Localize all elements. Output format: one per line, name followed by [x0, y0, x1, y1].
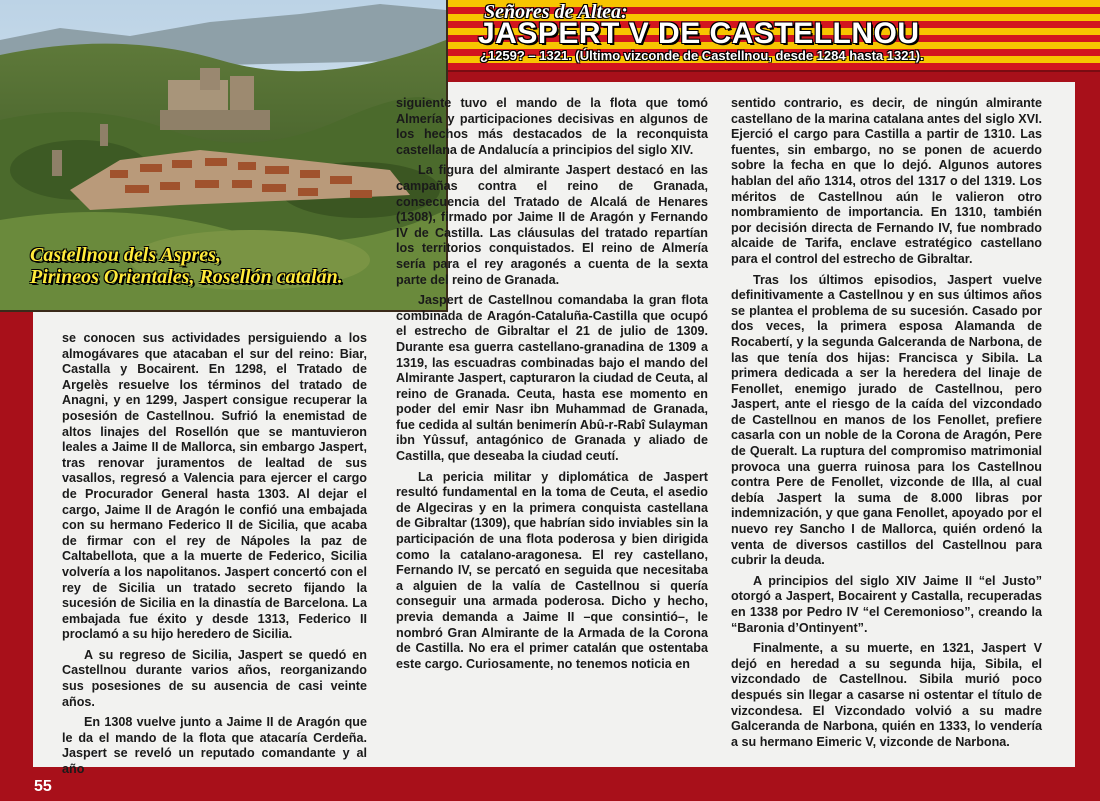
- text-column-2: [396, 96, 708, 672]
- paragraph: sentido contrario, es decir, de ningún almirante castellano de la marina catalana antes del siglo XVI. Ejerció el cargo para Castilla a partir de 1310. Las fuentes, sin embargo, no se ponen de acuerdo sobre la fecha en que lo dejó. Algunos autores hablan del año 1314, otros del 1317 o del 1319. Los méritos de Castellnou aún le valieron otro nombramiento de importancia. En 1310, también por decisión directa de Fernando IV, fue nombrado alcaide de Tarifa, enclave estratégico castellano para el control del estrecho de Gibraltar.: [731, 96, 1042, 266]
- paragraph: A su regreso de Sicilia, Jaspert se quedó en Castellnou durante varios años, reorganizando sus posesiones de su ausencia de casi veinte años.: [62, 647, 367, 709]
- caption-line-2: Pirineos Orientales, Rosellón catalán.: [30, 266, 343, 288]
- header-kicker: Señores de Altea:: [484, 1, 628, 23]
- paragraph: A principios del siglo XIV Jaime II “el Justo” otorgó a Jaspert, Bocairent y Castalla, recuperadas en 1338 por Pedro IV “el Ceremonioso”, creando la “Baronia d’Ontinyent”.: [731, 573, 1042, 635]
- paragraph: Finalmente, a su muerte, en 1321, Jaspert V dejó en heredad a su segunda hija, Sibila, el vizcondado de Castellnou. Sibila murió poco después sin llegar a casarse ni ostentar el título de vizcondesa. El Vizcondado volvió a su madre Galceranda de Narbona, quién en 1333, lo vendería a su hermano Eimeric V, vizconde de Narbona.: [731, 641, 1042, 749]
- page-number: 55: [34, 778, 52, 795]
- caption-line-1: Castellnou dels Aspres,: [30, 244, 221, 266]
- page-title: JASPERT V DE CASTELLNOU: [478, 17, 920, 50]
- paragraph: se conocen sus actividades persiguiendo a los almogávares que atacaban el sur del reino: Biar, Castalla y Bocairent. En 1298, el Tratado de Argelès resuelve los términos del tratado de Anagni, y en 1299, Jaspert consigue recuperar la posesión de Castellnou. Sufrió la enemistad de altos linajes del Rosellón que se mantuvieron leales a Jaime II de Mallorca, sin embargo Jaspert, tras renovar juramentos de lealtad de sus vasallos, regresó a Valencia para ejercer el cargo de Procurador General hasta 1303. Al dejar el cargo, Jaime II de Aragón le confió una embajada con su hermano Federico II de Sicilia, que acaba de firmar con el rey de Nápoles la paz de Caltabellota, que a la muerte de Federico, Sicilia volvería a los napolitanos. Jaspert concertó con el rey de Sicilia un tratado secreto fijando la sucesión de Sicilia en la dinastía de Barcelona. La embajada fue éxito y desde 1313, Federico II proclamó a su hijo heredero de Sicilia.: [62, 331, 367, 642]
- paragraph: En 1308 vuelve junto a Jaime II de Aragón que le da el mando de la flota que atacaría Cerdeña. Jaspert se reveló un reputado comandante y al año: [62, 715, 367, 777]
- photo-caption: [30, 244, 343, 288]
- paragraph: siguiente tuvo el mando de la flota que tomó Almería y participaciones decisivas en algunos de los hechos más destacados de la reconquista castellana de Andalucía a principios del siglo XIV.: [396, 96, 708, 157]
- text-column-3: [731, 96, 1042, 750]
- paragraph: Tras los últimos episodios, Jaspert vuelve definitivamente a Castellnou y en sus últimos años se plantea el problema de su sucesión. Casado por dos veces, la primera esposa Alamanda de Rocabertí, y la segunda Galceranda de Narbona, de las que tenía dos hijas: Francisca y Sibila. La primera dedicada a ser la heredera del linaje de Fenollet, enemigo jurado de Castellnou, pero Jaspert, ante el riesgo de la caída del vizcondado de Castellnou en manos de los Fenollet, prefiere casarla con un noble de la Corona de Aragón, Pere de Queralt. La ruptura del compromiso matrimonial provoca una guerra ruinosa para los Castellnou contra Pere de Fenollet, vizconde de Illa, al cual debía Jaspert la suma de 8.000 libras por indemnización, y que gana Fenollet, apoyado por el nuevo rey Sancho I de Mallorca, quién ordenó la venta de diversos castillos del Castellnou para cubrir la deuda.: [731, 272, 1042, 568]
- paragraph: La pericia militar y diplomática de Jaspert resultó fundamental en la toma de Ceuta, el asedio de Algeciras y en la primera conquista castellana de Gibraltar (1309), que habrían sido inviables sin la participación de una flota poderosa y bien dirigida como la catalano-aragonesa. El rey castellano, Fernando IV, se percató en seguida que necesitaba a alguien de la valía de Castellnou si quería conseguir una armada poderosa. Dicho y hecho, previa demanda a Jaime II –que consintió–, le nombró Gran Almirante de la Armada de la Corona de Castilla. No era el primer catalán que ostentaba este cargo. Curiosamente, no tenemos noticia en: [396, 469, 708, 671]
- paragraph: Jaspert de Castellnou comandaba la gran flota combinada de Aragón-Cataluña-Castilla que ocupó el estrecho de Gibraltar el 21 de julio de 1309. Durante esa guerra castellano-granadina de 1309 a 1319, las escuadras combinadas bajo el mando del Almirante Jaspert, capturaron la ciudad de Ceuta, al reino de Granada. Ceuta, hasta ese momento en poder del emir Nasr ibn Muhammad de Granada, fue cedida al sultán benimerín Abû-r-Rabî Sulayman ibn Yûssuf, antagónico de Granada y aliado de Castilla, que deseaba la ciudad ceutí.: [396, 293, 708, 464]
- text-column-1: [62, 331, 367, 778]
- paragraph: La figura del almirante Jaspert destacó en las campañas contra el reino de Granada, consecuencia del Tratado de Alcalá de Henares (1308), firmado por Jaime II de Aragón y Fernando IV de Castilla. Las cláusulas del tratado repartían los territorios conquistados. El reino de Almería sería para el rey aragonés a cuenta de la sexta parte del reino de Granada.: [396, 163, 708, 287]
- header-dates: ¿1259? – 1321. (Último vizconde de Castellnou, desde 1284 hasta 1321).: [480, 48, 924, 63]
